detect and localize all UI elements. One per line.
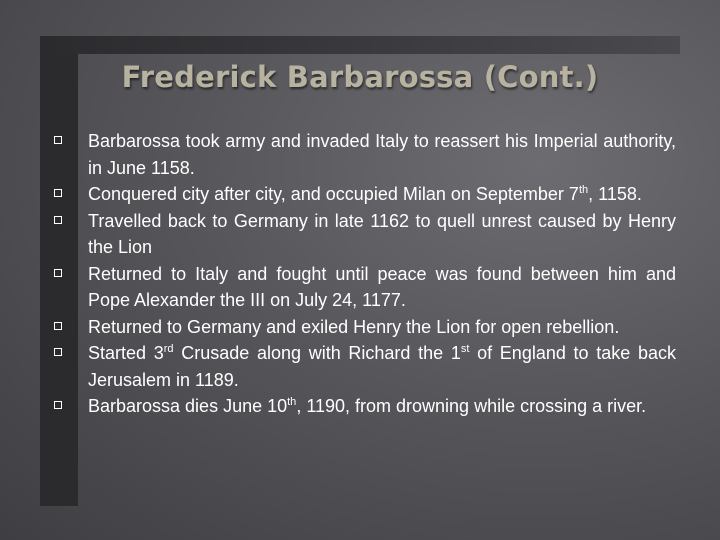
square-bullet-icon	[54, 269, 62, 277]
bullet-item	[54, 314, 676, 341]
square-bullet-icon	[54, 401, 62, 409]
bullet-text	[88, 343, 676, 390]
bullet-text-segment: Barbarossa took army and invaded Italy to reassert his Imperial authority, in June 1158.	[88, 131, 676, 178]
bullet-text-segment: of England to take back Jerusalem in 1189.	[88, 343, 677, 390]
bullet-text-segment: Started 3	[88, 343, 164, 363]
bullet-text	[88, 264, 676, 311]
ordinal-suffix: th	[287, 396, 297, 408]
bullet-text-segment: Returned to Italy and fought until peace was found between him and Pope Alexander the III on July 24, 1177.	[88, 263, 676, 310]
bullet-item	[54, 261, 676, 314]
bullet-text-segment: Barbarossa dies June 10	[88, 396, 288, 416]
bullet-text-segment: , 1190, from drowning while crossing a river.	[296, 396, 647, 416]
square-bullet-icon	[54, 189, 62, 197]
ordinal-suffix: st	[460, 343, 470, 355]
slide-frame-top-bar	[40, 36, 680, 54]
bullet-text	[88, 131, 676, 178]
bullet-item	[54, 128, 676, 181]
bullet-text-segment: Crusade along with Richard the 1	[173, 343, 461, 363]
square-bullet-icon	[54, 348, 62, 356]
bullet-text-segment: , 1158.	[588, 184, 642, 204]
bullet-text-segment: Returned to Germany and exiled Henry the Lion for open rebellion.	[88, 316, 620, 337]
bullet-text	[88, 211, 676, 258]
ordinal-suffix: th	[578, 184, 589, 196]
bullet-text-segment: Travelled back to Germany in late 1162 to quell unrest caused by Henry the Lion	[88, 210, 676, 257]
square-bullet-icon	[54, 322, 62, 330]
bullet-text	[88, 184, 642, 204]
bullet-item	[54, 208, 676, 261]
bullet-text	[88, 396, 646, 416]
bullet-text-segment: Conquered city after city, and occupied Milan on September 7	[88, 184, 579, 204]
slide-title	[0, 60, 720, 94]
bullet-item	[54, 181, 676, 208]
square-bullet-icon	[54, 216, 62, 224]
bullet-item	[54, 340, 676, 393]
ordinal-suffix: rd	[163, 343, 174, 355]
square-bullet-icon	[54, 136, 62, 144]
bullet-item	[54, 393, 676, 420]
bullet-text	[88, 317, 619, 337]
slide-title-text: Frederick Barbarossa (Cont.)	[121, 60, 599, 94]
bullet-list	[54, 128, 676, 420]
